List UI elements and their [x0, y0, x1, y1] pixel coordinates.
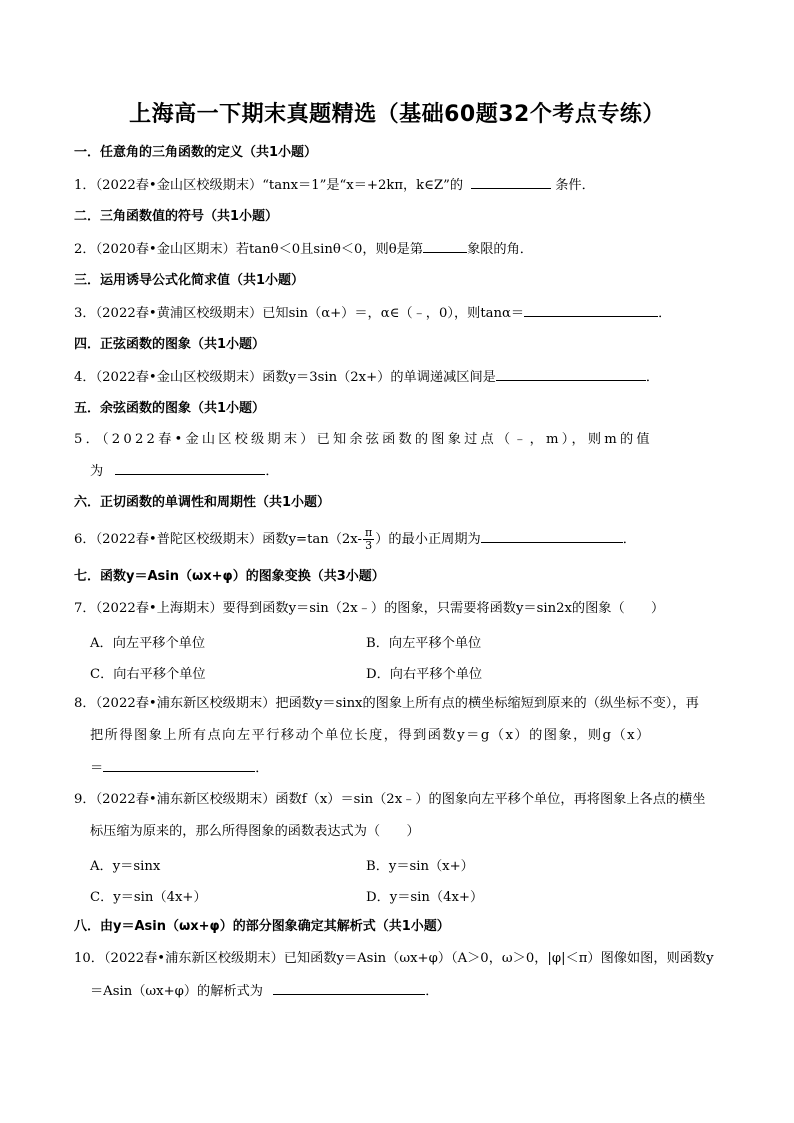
question-6	[74, 527, 636, 552]
answer-blank	[115, 462, 265, 475]
section-heading-8: 八．由y＝Asin（ωx+φ）的部分图象确定其解析式（共1小题）	[74, 919, 450, 934]
question-5-prefix: 为	[90, 464, 104, 479]
fraction-numerator: π	[364, 526, 373, 539]
question-9-option-c: C．y＝sin（4x+）	[90, 890, 207, 905]
question-7-option-d: D．向右平移个单位	[366, 667, 483, 682]
answer-blank	[496, 368, 646, 381]
question-2-text: 2．（2020春•金山区期末）若tanθ＜0且sinθ＜0，则θ是第	[74, 242, 424, 257]
question-4-tail: ．	[645, 370, 660, 385]
question-9-option-b: B．y＝sin（x+）	[366, 859, 474, 874]
question-3-text: 3．（2022春•黄浦区校级期末）已知sin（α+）＝，α∈（﹣，0），则tanα＝	[74, 306, 525, 321]
question-1	[74, 176, 595, 195]
section-heading-6: 六．正切函数的单调性和周期性（共1小题）	[74, 495, 331, 510]
question-8-equals: ＝	[90, 761, 104, 776]
question-1-text: 1．（2022春•金山区校级期末）“tanx＝1”是“x＝+2kπ，k∈Z”的	[74, 178, 464, 193]
section-heading-2: 二．三角函数值的符号（共1小题）	[74, 209, 279, 224]
fraction-denominator: 3	[365, 539, 373, 552]
question-4-text: 4．（2022春•金山区校级期末）函数y＝3sin（2x+）的单调递减区间是	[74, 370, 496, 385]
fraction-pi-over-3	[363, 527, 374, 552]
question-5-line-2	[90, 462, 279, 481]
section-heading-7: 七．函数y＝Asin（ωx+φ）的图象变换（共3小题）	[74, 569, 385, 584]
question-10-text: ＝Asin（ωx+φ）的解析式为	[90, 984, 263, 999]
section-heading-5: 五．余弦函数的图象（共1小题）	[74, 401, 266, 416]
question-9-line-2: 标压缩为原来的，那么所得图象的函数表达式为（ ）	[90, 824, 420, 839]
answer-blank	[423, 240, 467, 253]
question-8-tail: ．	[255, 761, 269, 776]
question-9-line-1: 9．（2022春•浦东新区校级期末）函数f（x）＝sin（2x﹣）的图象向左平移个单位，再将图象上各点的横坐	[74, 792, 706, 807]
answer-blank	[103, 759, 255, 772]
section-heading-3: 三．运用诱导公式化简求值（共1小题）	[74, 273, 305, 288]
section-heading-4: 四．正弦函数的图象（共1小题）	[74, 337, 266, 352]
question-6-text-2: ）的最小正周期为	[375, 532, 481, 547]
page-title: 上海高一下期末真题精选（基础60题32个考点专练）	[129, 102, 665, 127]
question-7-option-c: C．向右平移个单位	[90, 667, 206, 682]
question-2-tail: 象限的角．	[467, 242, 533, 257]
question-9-option-d: D．y＝sin（4x+）	[366, 890, 484, 905]
question-10-tail: ．	[425, 984, 439, 999]
question-8-line-1: 8．（2022春•浦东新区校级期末）把函数y＝sinx的图象上所有点的横坐标缩短到原来的（纵坐标不变），再	[74, 696, 699, 711]
question-1-tail: 条件．	[555, 178, 595, 193]
question-7-option-a: A．向左平移个单位	[90, 636, 206, 651]
question-7-option-b: B．向左平移个单位	[366, 636, 482, 651]
section-heading-1: 一．任意角的三角函数的定义（共1小题）	[74, 145, 318, 160]
question-10-line-1: 10．（2022春•浦东新区校级期末）已知函数y＝Asin（ωx+φ）（A＞0，ω＞0，|φ|＜π）图像如图，则函数y	[74, 951, 714, 966]
question-8-line-3	[90, 759, 268, 778]
question-3-tail: ．	[658, 306, 672, 321]
answer-blank	[273, 982, 425, 995]
answer-blank	[524, 304, 658, 317]
answer-blank	[471, 176, 551, 189]
question-5-line-1: 5．（2022春•金山区校级期末）已知余弦函数的图象过点（﹣，m），则m的值	[74, 432, 653, 447]
question-7-stem: 7．（2022春•上海期末）要得到函数y＝sin（2x﹣）的图象，只需要将函数y＝sin2x的图象（ ）	[74, 601, 665, 616]
question-5-tail: ．	[265, 464, 279, 479]
question-9-option-a: A．y＝sinx	[90, 859, 161, 874]
question-6-tail: ．	[622, 532, 636, 547]
question-6-text: 6．（2022春•普陀区校级期末）函数y=tan（2x-	[74, 532, 362, 547]
question-10-line-2	[90, 982, 438, 1001]
question-2	[74, 240, 533, 259]
answer-blank	[481, 530, 623, 543]
question-4	[74, 368, 659, 387]
question-8-line-2: 把所得图象上所有点向左平行移动个单位长度，得到函数y＝g（x）的图象，则g（x）	[90, 728, 651, 743]
question-3	[74, 304, 671, 323]
